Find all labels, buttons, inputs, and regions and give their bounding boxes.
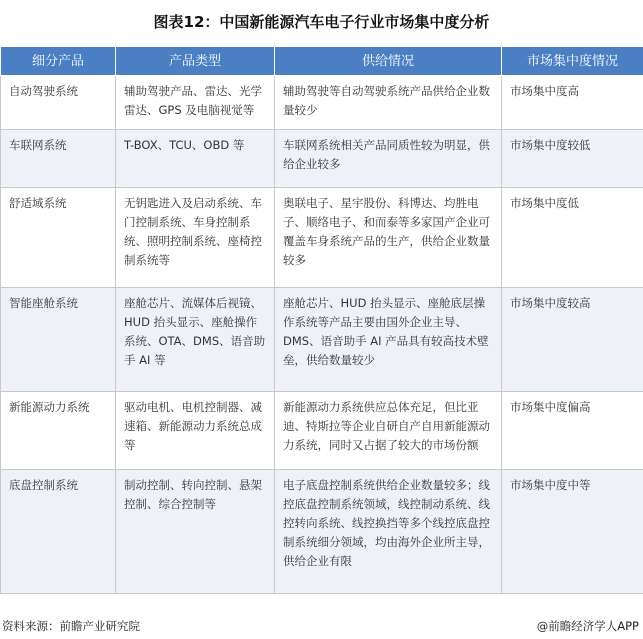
cell-supply: 电子底盘控制系统供给企业数量较多；线控底盘控制系统领域，线控制动系统、线控转向系统、线控换挡等多个线控底盘控制系统细分领域，均由海外企业所主导，供给企业有限 [275,470,502,594]
cell-supply: 新能源动力系统供应总体充足，但比亚迪、特斯拉等企业自研自产自用新能源动力系统，同时又占据了较大的市场份额 [275,392,502,470]
table-header-row [1,47,643,76]
table-row [1,288,643,392]
cell-product: 车联网系统 [1,130,116,188]
cell-concentration: 市场集中度高 [502,76,643,130]
page-title: 图表12：中国新能源汽车电子行业市场集中度分析 [153,12,490,31]
table-row [1,188,643,288]
cell-type: 制动控制、转向控制、悬架控制、综合控制等 [116,470,275,594]
table-row [1,392,643,470]
cell-concentration: 市场集中度偏高 [502,392,643,470]
header-type: 产品类型 [116,47,275,76]
footer [0,614,643,639]
cell-product: 智能座舱系统 [1,288,116,392]
header-supply: 供给情况 [275,47,502,76]
cell-supply: 辅助驾驶等自动驾驶系统产品供给企业数量较少 [275,76,502,130]
cell-supply: 座舱芯片、HUD 抬头显示、座舱底层操作系统等产品主要由国外企业主导、DMS、语音助手 AI 产品具有较高技术壁垒，供给数量较少 [275,288,502,392]
header-concentration: 市场集中度情况 [502,47,643,76]
cell-product: 底盘控制系统 [1,470,116,594]
cell-concentration: 市场集中度较低 [502,130,643,188]
cell-type: T-BOX、TCU、OBD 等 [116,130,275,188]
cell-product: 自动驾驶系统 [1,76,116,130]
table-row [1,470,643,594]
cell-supply: 车联网系统相关产品同质性较为明显，供给企业较多 [275,130,502,188]
brand-credit: @前瞻经济学人APP [536,619,639,633]
cell-concentration: 市场集中度中等 [502,470,643,594]
table-row [1,76,643,130]
cell-concentration: 市场集中度低 [502,188,643,288]
cell-product: 新能源动力系统 [1,392,116,470]
header-product: 细分产品 [1,47,116,76]
cell-type: 无钥匙进入及启动系统、车门控制系统、车身控制系统、照明控制系统、座椅控制系统等 [116,188,275,288]
cell-type: 驱动电机、电机控制器、减速箱、新能源动力系统总成等 [116,392,275,470]
cell-product: 舒适域系统 [1,188,116,288]
table-row [1,130,643,188]
concentration-table [0,46,643,594]
cell-type: 辅助驾驶产品、雷达、光学雷达、GPS 及电脑视觉等 [116,76,275,130]
cell-concentration: 市场集中度较高 [502,288,643,392]
source-note: 资料来源：前瞻产业研究院 [2,619,140,633]
cell-type: 座舱芯片、流媒体后视镜、HUD 抬头显示、座舱操作系统、OTA、DMS、语音助手 AI 等 [116,288,275,392]
cell-supply: 奥联电子、星宇股份、科博达、均胜电子、顺络电子、和而泰等多家国产企业可覆盖车身系统产品的生产，供给企业数量较多 [275,188,502,288]
